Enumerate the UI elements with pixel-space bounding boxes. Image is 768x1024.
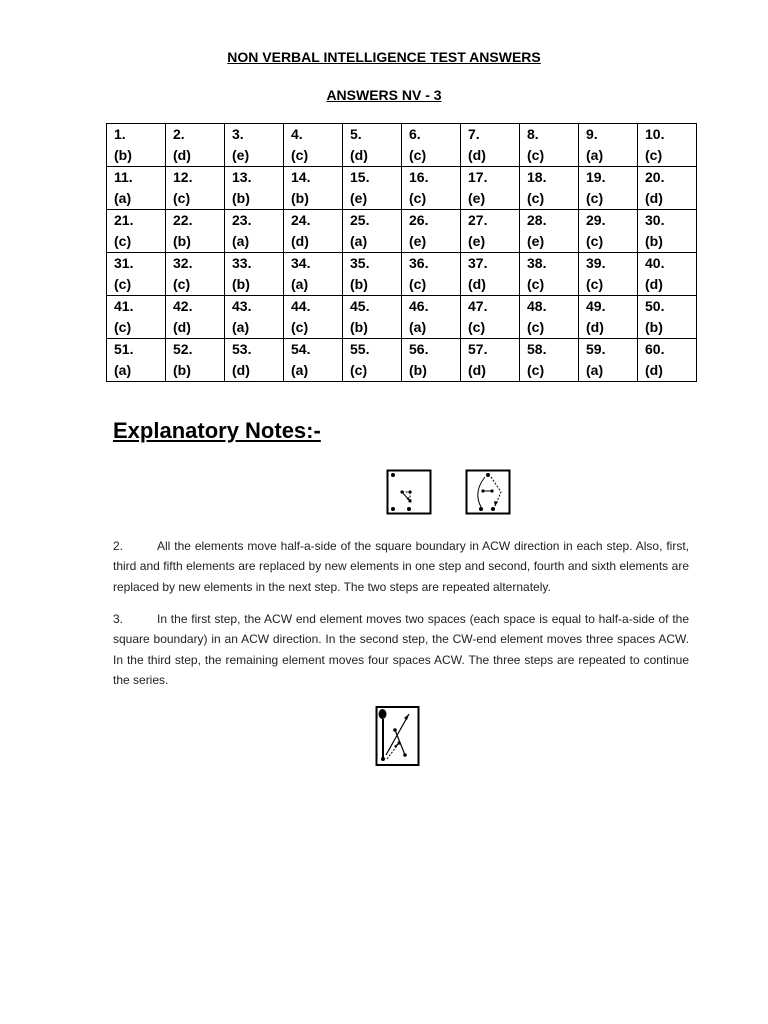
question-number: 22. bbox=[173, 212, 193, 228]
answer-cell bbox=[402, 296, 461, 339]
answer-option: (b) bbox=[232, 190, 250, 206]
table-row bbox=[107, 339, 697, 382]
answer-cell bbox=[520, 210, 579, 253]
answer-cell bbox=[402, 167, 461, 210]
question-number: 55. bbox=[350, 341, 370, 357]
answer-cell bbox=[107, 210, 166, 253]
note-2-diagram-b bbox=[465, 469, 511, 515]
question-number: 21. bbox=[114, 212, 134, 228]
question-number: 46. bbox=[409, 298, 429, 314]
answer-cell bbox=[638, 296, 697, 339]
question-number: 56. bbox=[409, 341, 429, 357]
question-number: 57. bbox=[468, 341, 488, 357]
note-text: In the first step, the ACW end element moves two spaces (each space is equal to half-a-side of the square boundary) in an ACW direction. In the second step, the CW-end element moves three spaces ACW. In the third step, the remaining element moves four spaces ACW. The three steps are repeated to continue the series. bbox=[113, 612, 689, 687]
question-number: 42. bbox=[173, 298, 193, 314]
question-number: 41. bbox=[114, 298, 134, 314]
question-number: 20. bbox=[645, 169, 665, 185]
answer-option: (a) bbox=[114, 190, 132, 206]
question-number: 16. bbox=[409, 169, 429, 185]
question-number: 45. bbox=[350, 298, 370, 314]
question-number: 19. bbox=[586, 169, 606, 185]
answer-cell bbox=[343, 339, 402, 382]
answer-cell bbox=[284, 339, 343, 382]
question-number: 29. bbox=[586, 212, 606, 228]
answer-cell bbox=[284, 253, 343, 296]
answer-cell bbox=[461, 296, 520, 339]
answer-cell bbox=[638, 253, 697, 296]
answer-option: (c) bbox=[350, 362, 368, 378]
answer-cell bbox=[461, 167, 520, 210]
note-number: 3. bbox=[113, 612, 124, 626]
answer-cell bbox=[107, 167, 166, 210]
question-number: 58. bbox=[527, 341, 547, 357]
answer-option: (c) bbox=[173, 276, 191, 292]
question-number: 34. bbox=[291, 255, 311, 271]
answer-cell bbox=[343, 296, 402, 339]
answer-cell bbox=[579, 339, 638, 382]
question-number: 47. bbox=[468, 298, 488, 314]
answer-option: (d) bbox=[173, 147, 191, 163]
answer-cell bbox=[638, 124, 697, 167]
question-number: 17. bbox=[468, 169, 488, 185]
answer-option: (c) bbox=[645, 147, 663, 163]
question-number: 10. bbox=[645, 126, 665, 142]
question-number: 52. bbox=[173, 341, 193, 357]
answer-option: (d) bbox=[173, 319, 191, 335]
question-number: 26. bbox=[409, 212, 429, 228]
answer-option: (b) bbox=[173, 362, 191, 378]
table-row bbox=[107, 253, 697, 296]
answer-option: (b) bbox=[173, 233, 191, 249]
answer-cell bbox=[461, 124, 520, 167]
answer-option: (b) bbox=[232, 276, 250, 292]
note-2-diagram-a bbox=[386, 469, 432, 515]
question-number: 14. bbox=[291, 169, 311, 185]
note-number: 2. bbox=[113, 539, 124, 553]
question-number: 60. bbox=[645, 341, 665, 357]
question-number: 25. bbox=[350, 212, 370, 228]
answer-option: (c) bbox=[527, 190, 545, 206]
answer-option: (a) bbox=[232, 233, 250, 249]
question-number: 12. bbox=[173, 169, 193, 185]
question-number: 28. bbox=[527, 212, 547, 228]
answer-cell bbox=[166, 339, 225, 382]
answer-cell bbox=[461, 339, 520, 382]
question-number: 2. bbox=[173, 126, 185, 142]
answer-option: (d) bbox=[645, 190, 663, 206]
answer-cell bbox=[284, 210, 343, 253]
notes-heading: Explanatory Notes:- bbox=[113, 418, 321, 443]
answer-option: (b) bbox=[291, 190, 309, 206]
question-number: 15. bbox=[350, 169, 370, 185]
answer-cell bbox=[402, 124, 461, 167]
note-item bbox=[113, 609, 689, 690]
question-number: 39. bbox=[586, 255, 606, 271]
question-number: 37. bbox=[468, 255, 488, 271]
answer-option: (c) bbox=[409, 190, 427, 206]
answer-cell bbox=[520, 339, 579, 382]
answer-option: (d) bbox=[291, 233, 309, 249]
answer-option: (e) bbox=[350, 190, 368, 206]
answer-option: (c) bbox=[527, 276, 545, 292]
answer-option: (c) bbox=[291, 147, 309, 163]
note-item bbox=[113, 536, 689, 597]
question-number: 44. bbox=[291, 298, 311, 314]
answer-option: (c) bbox=[173, 190, 191, 206]
answer-option: (c) bbox=[527, 147, 545, 163]
answer-option: (a) bbox=[409, 319, 427, 335]
question-number: 13. bbox=[232, 169, 252, 185]
answer-option: (e) bbox=[468, 190, 486, 206]
question-number: 18. bbox=[527, 169, 547, 185]
answer-option: (b) bbox=[114, 147, 132, 163]
answer-cell bbox=[579, 253, 638, 296]
question-number: 7. bbox=[468, 126, 480, 142]
answer-option: (d) bbox=[468, 276, 486, 292]
answer-option: (b) bbox=[350, 276, 368, 292]
answer-option: (a) bbox=[586, 362, 604, 378]
answer-option: (c) bbox=[409, 276, 427, 292]
answer-option: (a) bbox=[291, 276, 309, 292]
question-number: 48. bbox=[527, 298, 547, 314]
question-number: 40. bbox=[645, 255, 665, 271]
answer-cell bbox=[579, 296, 638, 339]
answer-option: (d) bbox=[645, 362, 663, 378]
answer-cell bbox=[402, 253, 461, 296]
answer-cell bbox=[343, 167, 402, 210]
answer-cell bbox=[638, 210, 697, 253]
answer-cell bbox=[225, 296, 284, 339]
question-number: 31. bbox=[114, 255, 134, 271]
answer-cell bbox=[461, 210, 520, 253]
answer-cell bbox=[107, 253, 166, 296]
answer-cell bbox=[638, 167, 697, 210]
note-text: All the elements move half-a-side of the square boundary in ACW direction in each step. Also, first, third and fifth elements are replaced by new elements in one step and second, fourth and sixth elements are replaced by new elements in the next step. The two steps are repeated alternately. bbox=[113, 539, 689, 594]
answer-option: (d) bbox=[586, 319, 604, 335]
answer-option: (c) bbox=[527, 362, 545, 378]
question-number: 32. bbox=[173, 255, 193, 271]
answer-option: (e) bbox=[232, 147, 250, 163]
question-number: 23. bbox=[232, 212, 252, 228]
answer-cell bbox=[461, 253, 520, 296]
answer-option: (b) bbox=[409, 362, 427, 378]
question-number: 53. bbox=[232, 341, 252, 357]
answer-cell bbox=[166, 124, 225, 167]
answer-cell bbox=[520, 253, 579, 296]
question-number: 51. bbox=[114, 341, 134, 357]
answer-cell bbox=[107, 124, 166, 167]
answer-cell bbox=[107, 339, 166, 382]
question-number: 38. bbox=[527, 255, 547, 271]
question-number: 30. bbox=[645, 212, 665, 228]
answer-cell bbox=[343, 210, 402, 253]
question-number: 33. bbox=[232, 255, 252, 271]
answer-cell bbox=[166, 167, 225, 210]
table-row bbox=[107, 167, 697, 210]
answer-option: (c) bbox=[527, 319, 545, 335]
table-row bbox=[107, 124, 697, 167]
question-number: 54. bbox=[291, 341, 311, 357]
answer-option: (e) bbox=[409, 233, 427, 249]
answers-table bbox=[106, 123, 697, 382]
answer-option: (d) bbox=[468, 147, 486, 163]
answer-option: (e) bbox=[468, 233, 486, 249]
answer-option: (c) bbox=[114, 319, 132, 335]
question-number: 50. bbox=[645, 298, 665, 314]
answer-cell bbox=[225, 210, 284, 253]
question-number: 59. bbox=[586, 341, 606, 357]
answer-cell bbox=[638, 339, 697, 382]
question-number: 24. bbox=[291, 212, 311, 228]
answer-option: (c) bbox=[586, 190, 604, 206]
answer-cell bbox=[284, 124, 343, 167]
question-number: 6. bbox=[409, 126, 421, 142]
question-number: 8. bbox=[527, 126, 539, 142]
answer-option: (c) bbox=[468, 319, 486, 335]
question-number: 3. bbox=[232, 126, 244, 142]
answer-cell bbox=[166, 296, 225, 339]
page-subtitle: ANSWERS NV - 3 bbox=[326, 87, 442, 103]
answer-option: (d) bbox=[468, 362, 486, 378]
question-number: 1. bbox=[114, 126, 126, 142]
question-number: 49. bbox=[586, 298, 606, 314]
answer-option: (a) bbox=[291, 362, 309, 378]
page-title: NON VERBAL INTELLIGENCE TEST ANSWERS bbox=[227, 49, 541, 65]
answer-option: (a) bbox=[232, 319, 250, 335]
answer-cell bbox=[402, 210, 461, 253]
question-number: 35. bbox=[350, 255, 370, 271]
answer-cell bbox=[579, 210, 638, 253]
question-number: 9. bbox=[586, 126, 598, 142]
table-row bbox=[107, 210, 697, 253]
answer-option: (c) bbox=[409, 147, 427, 163]
answer-cell bbox=[225, 124, 284, 167]
answer-cell bbox=[520, 167, 579, 210]
answer-cell bbox=[284, 296, 343, 339]
answer-cell bbox=[225, 253, 284, 296]
question-number: 11. bbox=[114, 169, 133, 185]
answer-cell bbox=[579, 124, 638, 167]
answer-option: (c) bbox=[586, 276, 604, 292]
answer-cell bbox=[343, 253, 402, 296]
answer-cell bbox=[520, 296, 579, 339]
answer-cell bbox=[166, 253, 225, 296]
table-row bbox=[107, 296, 697, 339]
answer-cell bbox=[520, 124, 579, 167]
answer-option: (c) bbox=[291, 319, 309, 335]
answer-option: (a) bbox=[114, 362, 132, 378]
question-number: 36. bbox=[409, 255, 429, 271]
answer-option: (d) bbox=[645, 276, 663, 292]
question-number: 5. bbox=[350, 126, 362, 142]
answer-option: (c) bbox=[586, 233, 604, 249]
question-number: 27. bbox=[468, 212, 488, 228]
question-number: 4. bbox=[291, 126, 303, 142]
answer-option: (b) bbox=[350, 319, 368, 335]
answer-option: (e) bbox=[527, 233, 545, 249]
answer-cell bbox=[225, 339, 284, 382]
answer-option: (a) bbox=[350, 233, 368, 249]
answer-cell bbox=[579, 167, 638, 210]
answer-option: (c) bbox=[114, 276, 132, 292]
answer-option: (d) bbox=[350, 147, 368, 163]
answer-cell bbox=[107, 296, 166, 339]
answer-option: (b) bbox=[645, 319, 663, 335]
answer-option: (c) bbox=[114, 233, 132, 249]
answer-cell bbox=[343, 124, 402, 167]
answer-cell bbox=[284, 167, 343, 210]
answer-option: (d) bbox=[232, 362, 250, 378]
answer-option: (b) bbox=[645, 233, 663, 249]
note-3-diagram bbox=[375, 705, 421, 767]
question-number: 43. bbox=[232, 298, 252, 314]
answer-cell bbox=[225, 167, 284, 210]
answer-cell bbox=[166, 210, 225, 253]
answer-cell bbox=[402, 339, 461, 382]
answer-option: (a) bbox=[586, 147, 604, 163]
